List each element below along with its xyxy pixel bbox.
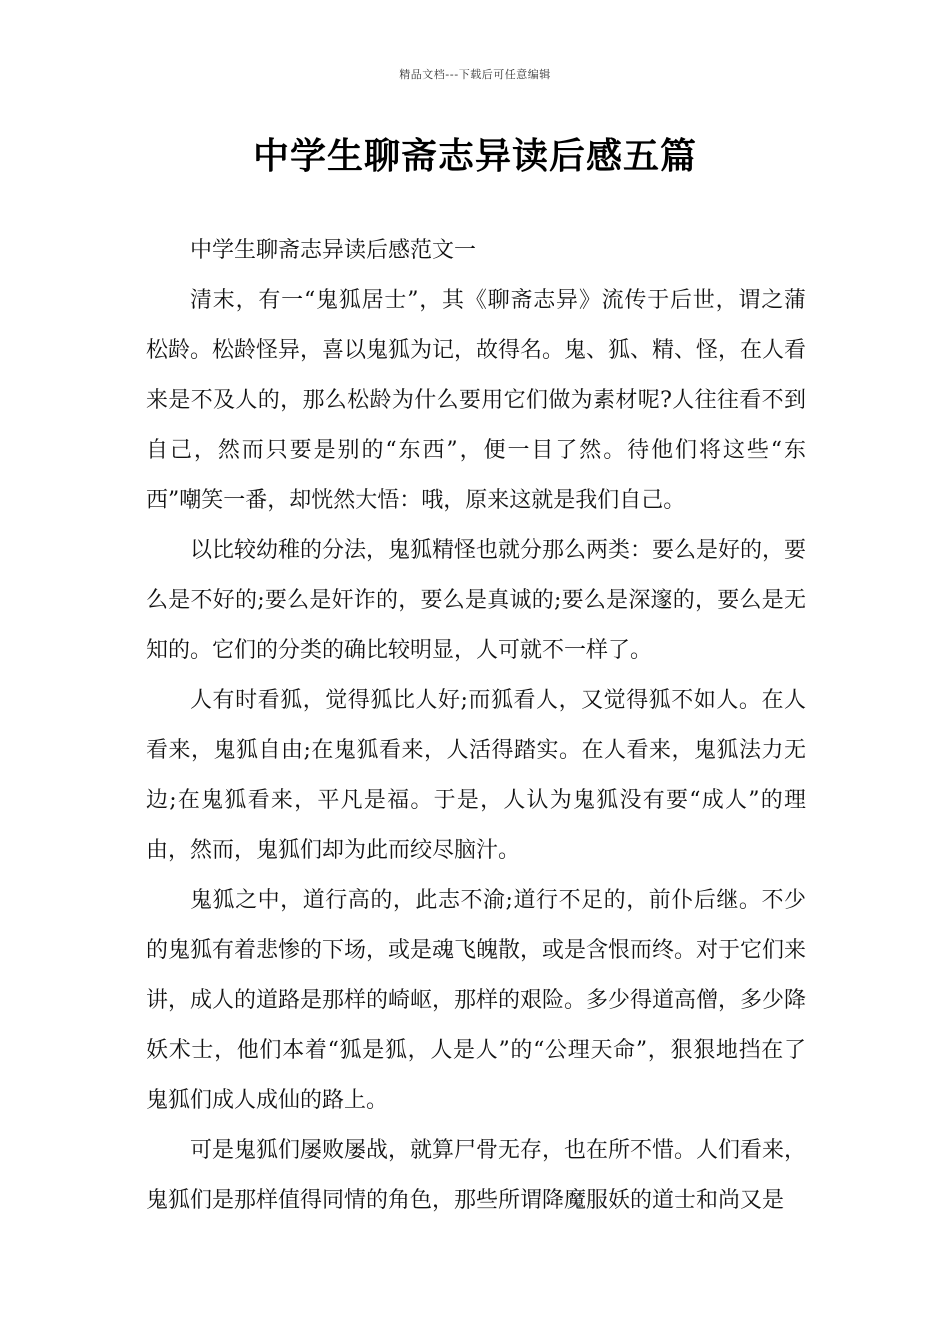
paragraph-1: 清末，有一“鬼狐居士”，其《聊斋志异》流传于后世，谓之蒲松龄。松龄怪异，喜以鬼狐为记，故得名。鬼、狐、精、怪，在人看来是不及人的，那么松龄为什么要用它们做为素材呢?人往往看不到自己，然而只要是别的“东西”，便一目了然。待他们将这些“东西”嘲笑一番，却恍然大悟：哦，原来这就是我们自己。 xyxy=(146,288,807,513)
page-header: 精品文档---下载后可任意编辑 xyxy=(399,68,551,81)
document-body xyxy=(146,226,806,1226)
paragraph-5: 可是鬼狐们屡败屡战，就算尸骨无存，也在所不惜。人们看来，鬼狐们是那样值得同情的角色，那些所谓降魔服妖的道士和尚又是 xyxy=(146,1138,807,1213)
paragraph-4: 鬼狐之中，道行高的，此志不渝;道行不足的，前仆后继。不少的鬼狐有着悲惨的下场，或是魂飞魄散，或是含恨而终。对于它们来讲，成人的道路是那样的崎岖，那样的艰险。多少得道高僧，多少降妖术士，他们本着“狐是狐，人是人”的“公理天命”，狠狠地挡在了鬼狐们成人成仙的路上。 xyxy=(146,888,807,1113)
paragraph-3: 人有时看狐，觉得狐比人好;而狐看人，又觉得狐不如人。在人看来，鬼狐自由;在鬼狐看来，人活得踏实。在人看来，鬼狐法力无边;在鬼狐看来，平凡是福。于是，人认为鬼狐没有要“成人”的理由，然而，鬼狐们却为此而绞尽脑汁。 xyxy=(146,688,806,863)
section-subtitle: 中学生聊斋志异读后感范文一 xyxy=(190,238,477,263)
paragraph-2: 以比较幼稚的分法，鬼狐精怪也就分那么两类：要么是好的，要么是不好的;要么是奸诈的，要么是真诚的;要么是深邃的，要么是无知的。它们的分类的确比较明显，人可就不一样了。 xyxy=(146,538,807,663)
document-title: 中学生聊斋志异读后感五篇 xyxy=(252,136,697,177)
